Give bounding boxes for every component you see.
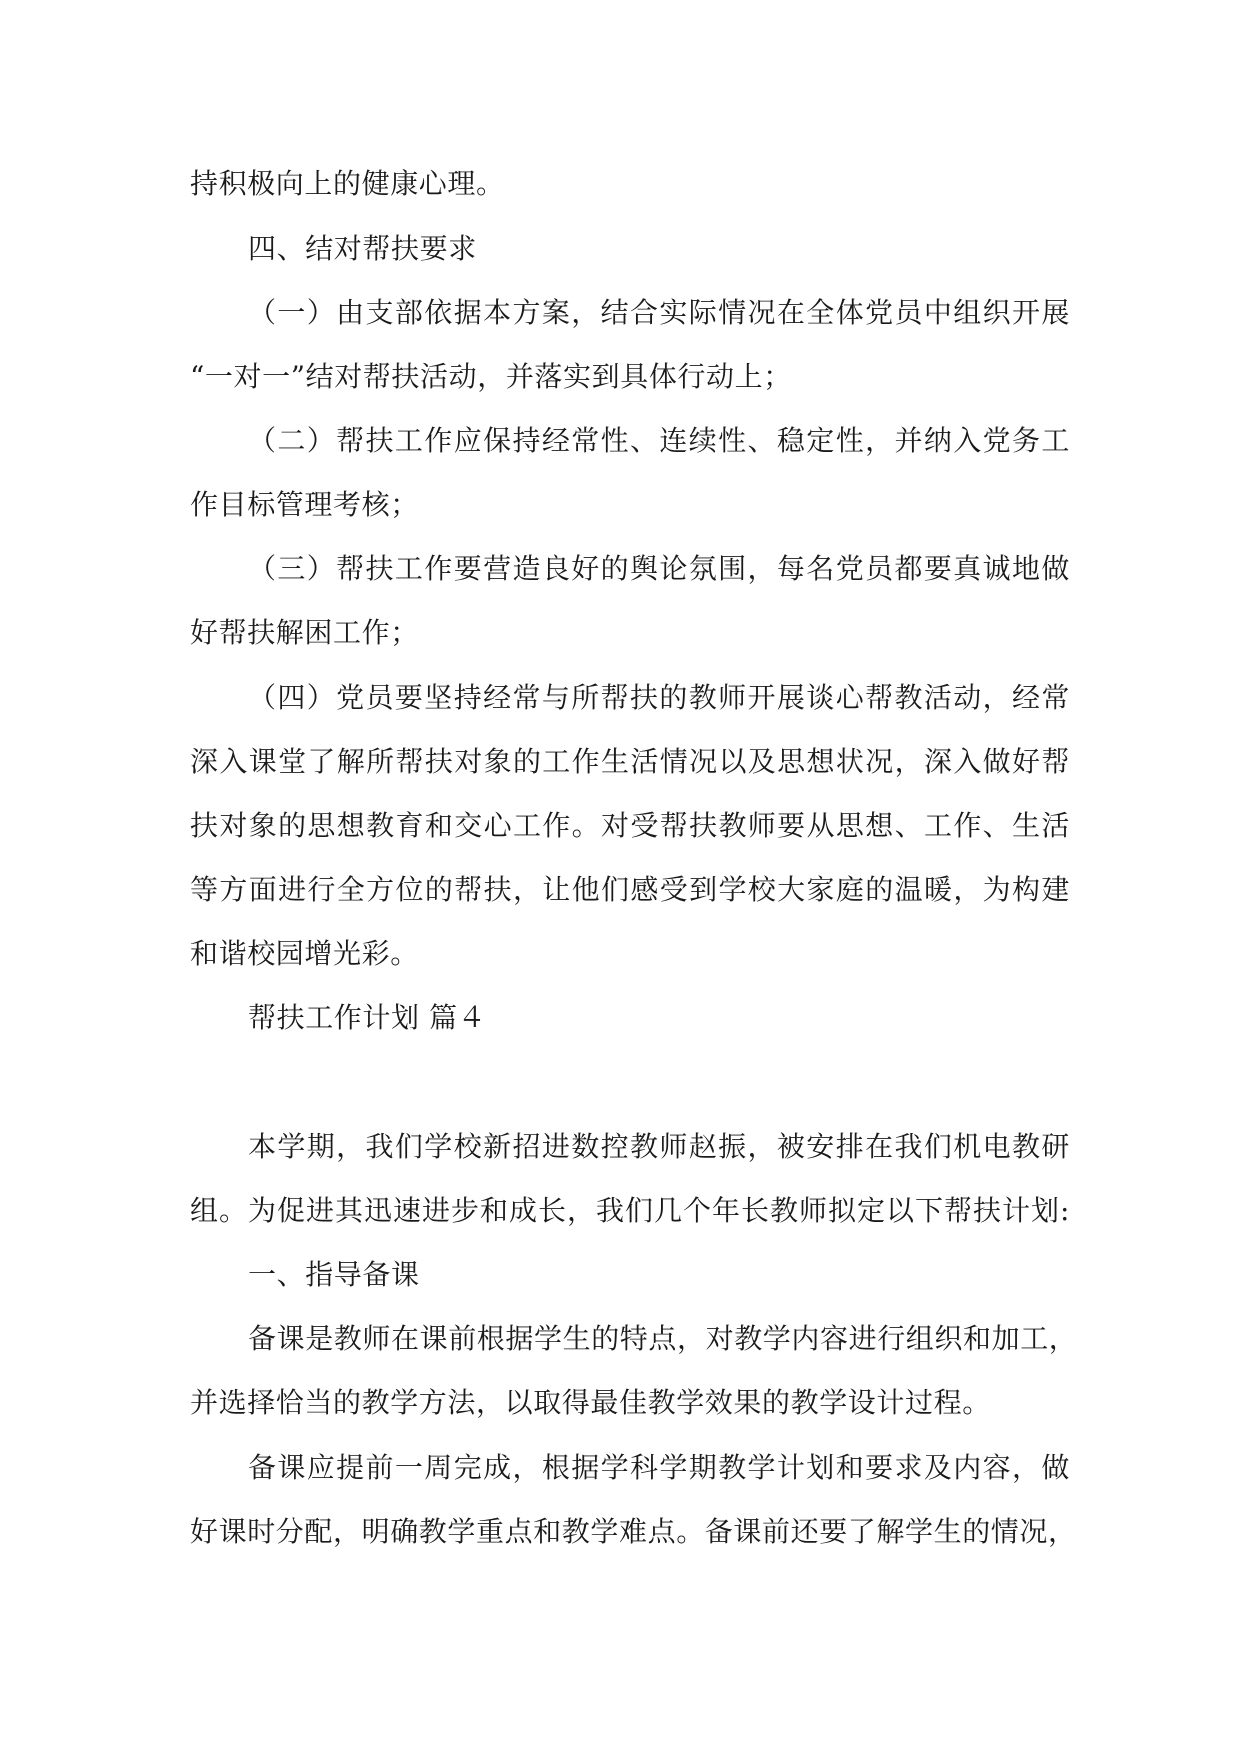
- text-line: （三）帮扶工作要营造良好的舆论氛围，每名党员都要真诚地做: [248, 552, 1070, 585]
- text-line: （四）党员要坚持经常与所帮扶的教师开展谈心帮教活动，经常: [248, 681, 1070, 714]
- text-line: 本学期，我们学校新招进数控教师赵振，被安排在我们机电教研: [248, 1130, 1070, 1163]
- text-line: 备课应提前一周完成，根据学科学期教学计划和要求及内容，做: [248, 1451, 1070, 1484]
- text-line: 深入课堂了解所帮扶对象的工作生活情况以及思想状况，深入做好帮: [190, 745, 1070, 778]
- text-line: 作目标管理考核；: [190, 488, 419, 521]
- section-heading: 一、指导备课: [248, 1258, 420, 1291]
- text-line: 等方面进行全方位的帮扶，让他们感受到学校大家庭的温暖，为构建: [190, 873, 1070, 906]
- text-line: 好课时分配，明确教学重点和教学难点。备课前还要了解学生的情况，: [190, 1515, 1077, 1548]
- text-line: 组。为促进其迅速进步和成长，我们几个年长教师拟定以下帮扶计划:: [190, 1194, 1070, 1227]
- text-line: （一）由支部依据本方案，结合实际情况在全体党员中组织开展: [248, 296, 1070, 329]
- text-line: “一对一”结对帮扶活动，并落实到具体行动上；: [190, 360, 792, 393]
- text-line: 并选择恰当的教学方法，以取得最佳教学效果的教学设计过程。: [190, 1386, 991, 1419]
- text-line: 和谐校园增光彩。: [190, 937, 419, 970]
- text-line: 好帮扶解困工作；: [190, 616, 419, 649]
- text-line: 持积极向上的健康心理。: [190, 167, 505, 200]
- text-line: 扶对象的思想教育和交心工作。对受帮扶教师要从思想、工作、生活: [190, 809, 1070, 842]
- section-heading: 四、结对帮扶要求: [248, 232, 477, 265]
- section-title: 帮扶工作计划 篇４: [248, 1001, 487, 1034]
- text-line: 备课是教师在课前根据学生的特点，对教学内容进行组织和加工，: [248, 1322, 1078, 1355]
- text-line: （二）帮扶工作应保持经常性、连续性、稳定性，并纳入党务工: [248, 424, 1070, 457]
